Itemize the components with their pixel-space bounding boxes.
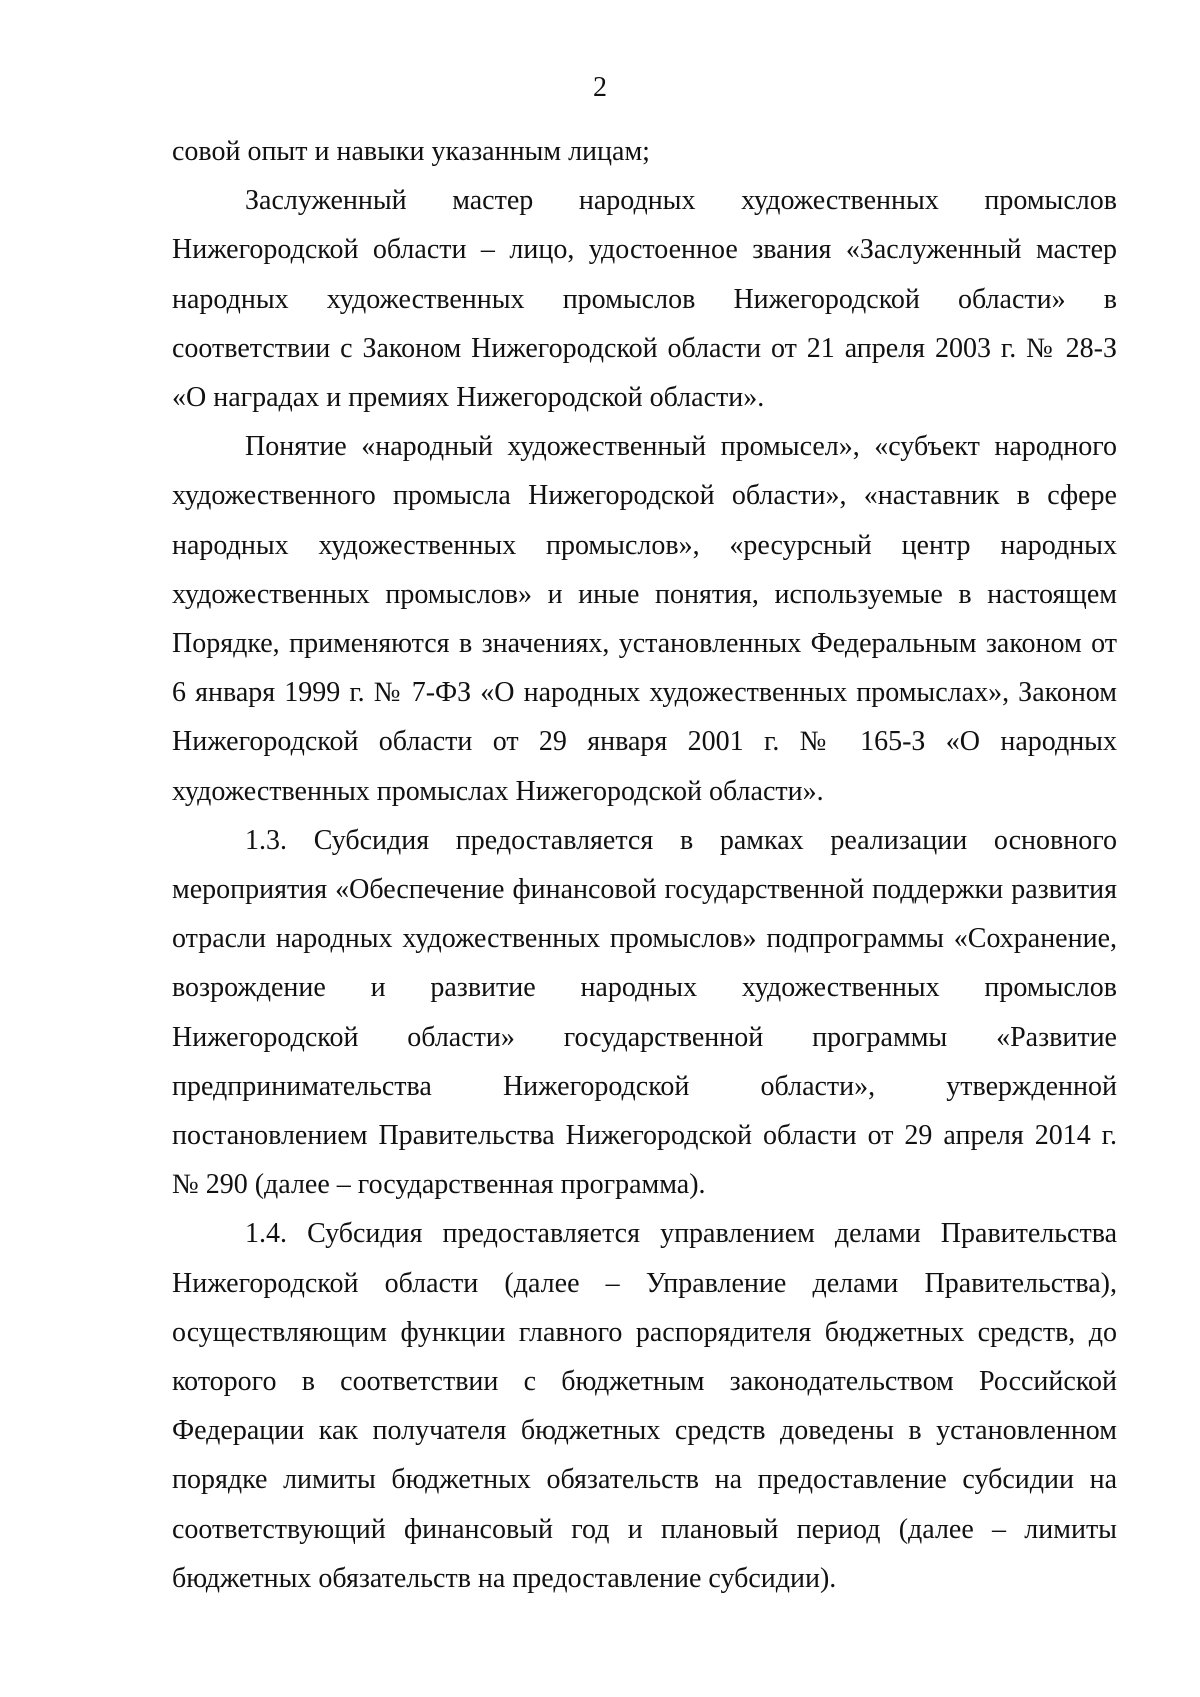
paragraph-terms-definition: Понятие «народный художественный промысел», «субъект народного художественного промысла Нижегородской области», «наставник в сфере народных художественных промыслов», «ресурсный центр народных художественных промыслов» и иные понятия, используемые в настоящем Порядке, применяются в значениях, установленных Федеральным законом от 6 января 1999 г. № 7-ФЗ «О народных художественных промыслах», Законом Нижегородской области от 29 января 2001 г. № 165-З «О народных художественных промыслах Нижегородской области». [172,431,1117,807]
paragraph-continuation: совой опыт и навыки указанным лицам; [172,136,650,167]
paragraph-honored-master-definition: Заслуженный мастер народных художественных промыслов Нижегородской области – лицо, удостоенное звания «Заслуженный мастер народных художественных промыслов Нижегородской области» в соответствии с Законом Нижегородской области от 21 апреля 2003 г. № 28-З «О наградах и премиях Нижегородской области». [172,185,1117,414]
page-number: 2 [593,72,607,103]
document-body [172,127,1117,1603]
paragraph-clause-1-3: 1.3. Субсидия предоставляется в рамках реализации основного мероприятия «Обеспечение финансовой государственной поддержки развития отрасли народных художественных промыслов» подпрограммы «Сохранение, возрождение и развитие народных художественных промыслов Нижегородской области» государственной программы «Развитие предпринимательства Нижегородской области», утвержденной постановлением Правительства Нижегородской области от 29 апреля 2014 г. № 290 (далее – государственная программа). [172,824,1117,1201]
paragraph-clause-1-4: 1.4. Субсидия предоставляется управлением делами Правительства Нижегородской области (далее – Управление делами Правительства), осуществляющим функции главного распорядителя бюджетных средств, до которого в соответствии с бюджетным законодательством Российской Федерации как получателя бюджетных средств доведены в установленном порядке лимиты бюджетных обязательств на предоставление субсидии на соответствующий финансовый год и плановый период (далее – лимиты бюджетных обязательств на предоставление субсидии). [172,1218,1117,1594]
